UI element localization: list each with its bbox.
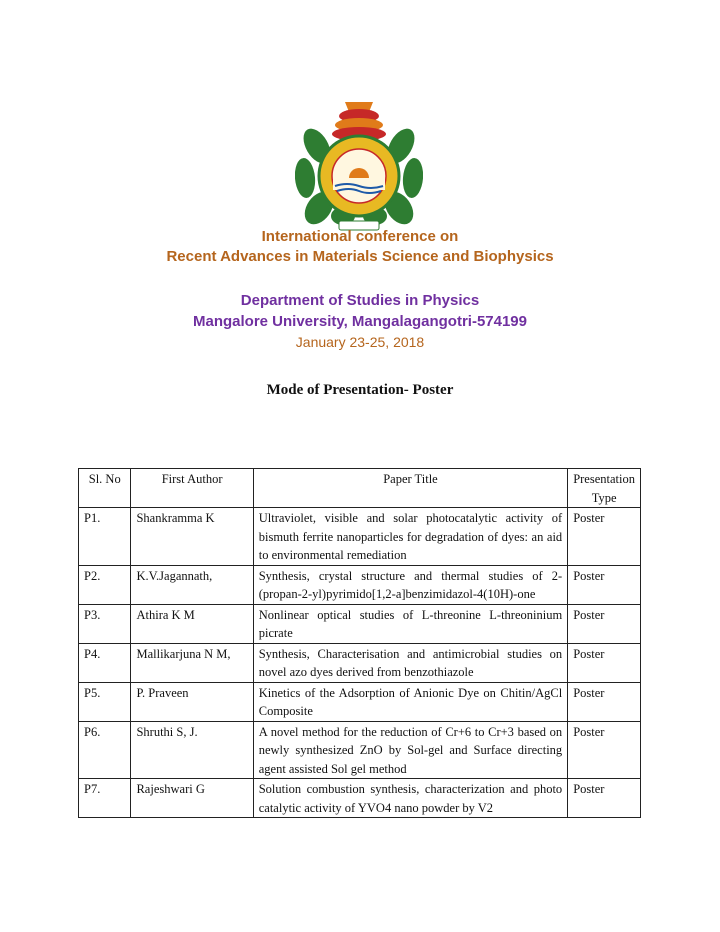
university-logo [295,100,423,240]
cell-sl: P6. [79,721,131,779]
conference-line-2: Recent Advances in Materials Science and Biophysics [166,248,554,265]
conference-date: January 23-25, 2018 [295,334,425,350]
cell-type: Poster [568,565,641,604]
cell-sl: P2. [79,565,131,604]
table-row [79,565,641,604]
table-row [79,682,641,721]
cell-author: P. Praveen [131,682,253,721]
cell-sl: P5. [79,682,131,721]
cell-type: Poster [568,508,641,566]
cell-type: Poster [568,779,641,818]
cell-author: K.V.Jagannath, [131,565,253,604]
header-paper-title: Paper Title [253,469,567,508]
cell-author: Shankramma K [131,508,253,566]
cell-sl: P7. [79,779,131,818]
cell-title: Solution combustion synthesis, characterization and photo catalytic activity of YVO4 nano powder by V2 [253,779,567,818]
table-row [79,604,641,643]
cell-author: Rajeshwari G [131,779,253,818]
cell-author: Athira K M [131,604,253,643]
cell-type: Poster [568,643,641,682]
presentation-mode-title: Mode of Presentation- Poster [266,382,454,398]
cell-author: Shruthi S, J. [131,721,253,779]
table-row [79,508,641,566]
cell-sl: P4. [79,643,131,682]
cell-type: Poster [568,721,641,779]
table-row [79,721,641,779]
cell-title: Synthesis, Characterisation and antimicrobial studies on novel azo dyes derived from benzothiazole [253,643,567,682]
table-row [79,779,641,818]
header-first-author: First Author [131,469,253,508]
cell-title: A novel method for the reduction of Cr+6 to Cr+3 based on newly synthesized ZnO by Sol-gel and Surface directing agent assisted Sol gel method [253,721,567,779]
conference-line-1: International conference on [261,228,459,245]
university-name: Mangalore University, Mangalagangotri-574199 [193,313,527,330]
cell-type: Poster [568,682,641,721]
cell-type: Poster [568,604,641,643]
department-name: Department of Studies in Physics [240,292,480,309]
table-row [79,643,641,682]
table-header-row [79,469,641,508]
poster-table [78,468,641,818]
header-sl-no: Sl. No [79,469,131,508]
header-presentation-type: Presentation Type [568,469,641,508]
cell-sl: P3. [79,604,131,643]
cell-title: Ultraviolet, visible and solar photocatalytic activity of bismuth ferrite nanoparticles for degradation of dyes: an aid to environmental remediation [253,508,567,566]
cell-title: Synthesis, crystal structure and thermal studies of 2-(propan-2-yl)pyrimido[1,2-a]benzimidazol-4(10H)-one [253,565,567,604]
cell-title: Nonlinear optical studies of L-threonine L-threoninium picrate [253,604,567,643]
cell-sl: P1. [79,508,131,566]
cell-title: Kinetics of the Adsorption of Anionic Dye on Chitin/AgCl Composite [253,682,567,721]
cell-author: Mallikarjuna N M, [131,643,253,682]
